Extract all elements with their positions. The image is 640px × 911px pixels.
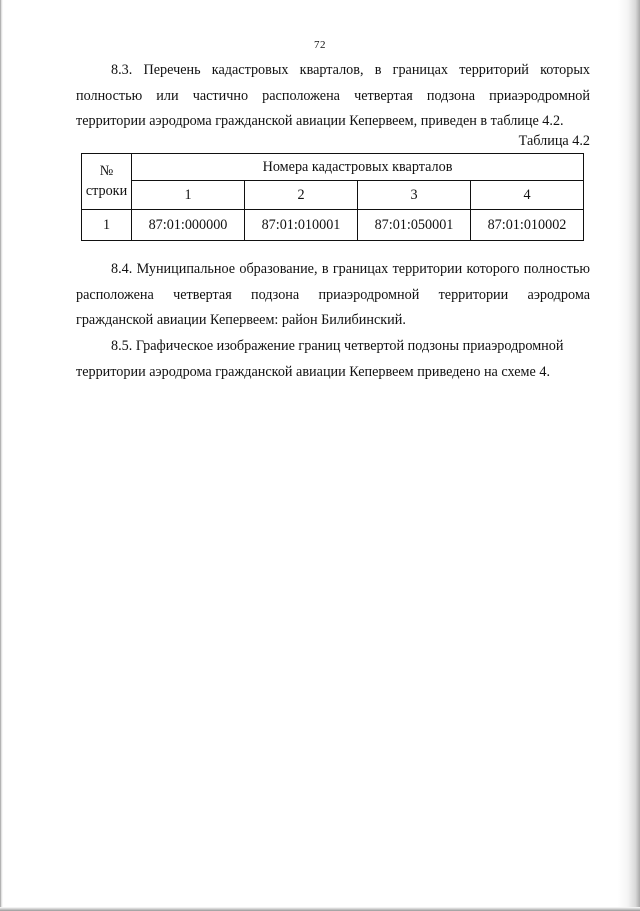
paragraph-8-3 [76,58,590,135]
table-row [82,210,584,241]
paragraph-8-4 [76,257,590,334]
group-header: Номера кадастровых кварталов [132,154,584,181]
scan-edge-right [618,0,640,911]
column-number: 2 [245,181,358,210]
table-cell: 87:01:010002 [471,210,584,241]
column-number-row [82,181,584,210]
page-number: 72 [314,39,326,51]
column-number: 4 [471,181,584,210]
paragraph-line: расположена четвертая подзона приаэродромной территории аэродрома [76,286,590,303]
paragraph-line: гражданской авиации Кепервеем: район Билибинский. [76,312,406,328]
paragraph-line: 8.5. Графическое изображение границ четвертой подзоны приаэродромной [111,338,564,354]
paragraph-line: территории аэродрома гражданской авиации Кепервеем приведено на схеме 4. [76,363,551,380]
table-caption: Таблица 4.2 [518,133,590,149]
paragraph-line: 8.3. Перечень кадастровых кварталов, в границах территорий которых [111,62,590,78]
column-number: 1 [132,181,245,210]
scan-edge-bottom [0,907,640,911]
paragraph-line: полностью или частично расположена четвертая подзона приаэродромной [76,87,590,104]
table-cell: 87:01:000000 [132,210,245,241]
row-number-header-label: строки [85,182,128,199]
number-sign: № [99,162,114,179]
row-number-cell: 1 [82,210,132,241]
table-cell: 87:01:010001 [245,210,358,241]
table-cell: 87:01:050001 [358,210,471,241]
paragraph-line: территории аэродрома гражданской авиации Кепервеем, приведен в таблице 4.2. [76,113,564,129]
paragraph-line: 8.4. Муниципальное образование, в границах территории которого полностью [111,261,590,277]
paragraph-8-5 [76,334,590,385]
scan-edge-left [0,0,3,911]
table-header-row [82,154,584,181]
cadastral-quarters-table [81,153,584,241]
row-number-header [82,154,132,210]
column-number: 3 [358,181,471,210]
